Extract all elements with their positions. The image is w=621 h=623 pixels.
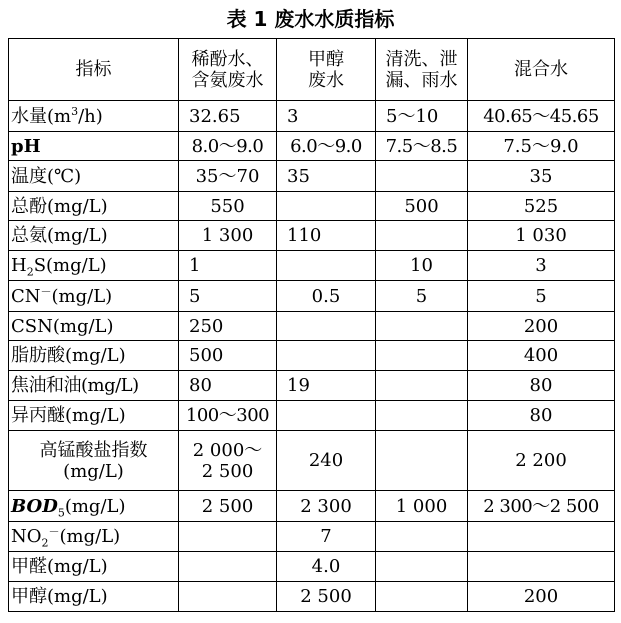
cell-value: 500 [376,192,468,221]
water-quality-table [8,38,615,612]
table-caption: 表 1 废水水质指标 [226,7,395,31]
row-label: $H_2S(mg/L)$ [9,251,179,281]
cell-value: 1 030 [468,221,615,251]
cell-value: 19 [277,371,376,401]
cell-value: 2 300 [277,491,376,522]
cell-value: 6.0～9.0 [277,132,376,161]
cell-value [179,582,277,612]
cell-value: 10 [376,251,468,281]
cell-value: 2 200 [468,431,615,491]
cell-value: 7.5～8.5 [376,132,468,161]
cell-value: 80 [468,371,615,401]
table-row [9,281,615,312]
cell-value: 7.5～9.0 [468,132,615,161]
row-label: pH [9,132,179,161]
cell-value [376,522,468,552]
cell-value: 0.5 [277,281,376,312]
cell-value: 2 500 [277,582,376,612]
cell-value: 7 [277,522,376,552]
header-indicator: 指标 [9,39,179,101]
cell-value [376,401,468,431]
table-row [9,221,615,251]
cell-value: 80 [179,371,277,401]
cell-value: 1 000 [376,491,468,522]
cell-value: 5 [468,281,615,312]
cell-value: 32.65 [179,101,277,132]
cell-value [376,371,468,401]
row-label: 甲醇(mg/L) [9,582,179,612]
header-mixed-water: 混合水 [468,39,615,101]
header-methanol-wastewater: 甲醇 废水 [277,39,376,101]
cell-value: 400 [468,341,615,371]
header-row [9,39,615,101]
table-row [9,192,615,221]
row-label: CSN(mg/L) [9,312,179,341]
cell-value [277,401,376,431]
table-row [9,401,615,431]
table-row [9,132,615,161]
table-row [9,582,615,612]
cell-value: 240 [277,431,376,491]
header-cleaning-leak-rain: 清洗、泄 漏、雨水 [376,39,468,101]
cell-value: 35 [468,161,615,192]
table-row [9,371,615,401]
row-label: 脂肪酸(mg/L) [9,341,179,371]
cell-value [468,552,615,582]
cell-value [376,552,468,582]
row-label: $NO_2^-(mg/L)$ [9,522,179,552]
cell-value: 200 [468,312,615,341]
cell-value [376,341,468,371]
cell-value: 550 [179,192,277,221]
cell-value: 3 [277,101,376,132]
table-row [9,341,615,371]
row-label: 总氨(mg/L) [9,221,179,251]
cell-value: 5 [179,281,277,312]
row-label: $BOD_5(mg/L)$ [9,491,179,522]
cell-value: 35 [277,161,376,192]
cell-value: 2 300～2 500 [468,491,615,522]
cell-value: 35～70 [179,161,277,192]
row-label: CN－(mg/L) [9,281,179,312]
row-label: 甲醛(mg/L) [9,552,179,582]
table-row [9,491,615,522]
row-label: 高锰酸盐指数 (mg/L) [9,431,179,491]
cell-value: 5～10 [376,101,468,132]
cell-value: 1 300 [179,221,277,251]
cell-value [376,161,468,192]
cell-value: 525 [468,192,615,221]
cell-value [468,522,615,552]
table-row [9,522,615,552]
cell-value: 5 [376,281,468,312]
row-label: 温度(℃) [9,161,179,192]
row-label: 异丙醚(mg/L) [9,401,179,431]
table-row [9,431,615,491]
cell-value [376,431,468,491]
cell-value [277,192,376,221]
cell-value [179,522,277,552]
cell-value: 1 [179,251,277,281]
table-row [9,552,615,582]
table-row [9,161,615,192]
cell-value: 100～300 [179,401,277,431]
cell-value [277,312,376,341]
cell-value: 250 [179,312,277,341]
cell-value: 200 [468,582,615,612]
row-label: 总酚(mg/L) [9,192,179,221]
cell-value: 80 [468,401,615,431]
row-label: 焦油和油(mg/L) [9,371,179,401]
header-dilute-phenol-ammonia: 稀酚水、 含氨废水 [179,39,277,101]
cell-value [376,582,468,612]
cell-value: 500 [179,341,277,371]
table-row [9,251,615,281]
cell-value: 110 [277,221,376,251]
cell-value [376,312,468,341]
cell-value [376,221,468,251]
cell-value: 40.65～45.65 [468,101,615,132]
cell-value [179,552,277,582]
cell-value: 4.0 [277,552,376,582]
cell-value: 2 000～ 2 500 [179,431,277,491]
cell-value [277,251,376,281]
cell-value [277,341,376,371]
table-row [9,101,615,132]
cell-value: 2 500 [179,491,277,522]
cell-value: 8.0～9.0 [179,132,277,161]
table-row [9,312,615,341]
row-label: 水量$(m^3/h)$ [9,101,179,132]
cell-value: 3 [468,251,615,281]
